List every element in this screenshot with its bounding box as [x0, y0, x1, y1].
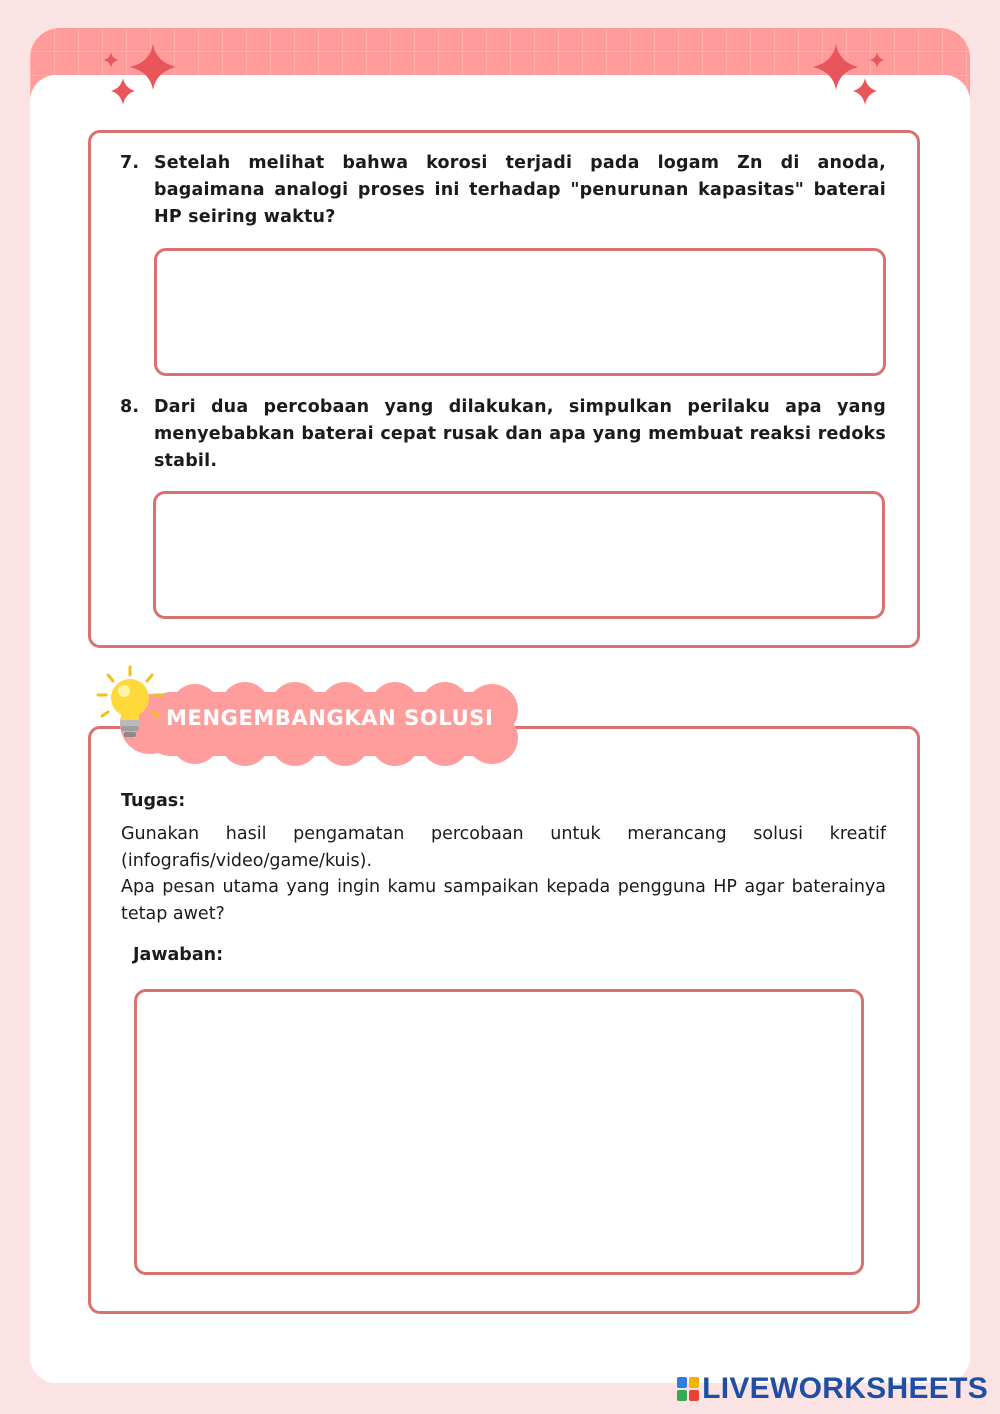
- task-text-2: Apa pesan utama yang ingin kamu sampaikan kepada pengguna HP agar baterainya tetap awet?: [121, 877, 886, 924]
- answer-box-8[interactable]: [153, 491, 885, 619]
- question-text: Setelah melihat bahwa korosi terjadi pada logam Zn di anoda, bagaimana analogi proses ini terhadap "penurunan kapasitas" baterai HP seiring waktu?: [154, 153, 886, 227]
- sparkle-icon: [808, 40, 898, 110]
- question-number: 8.: [120, 397, 140, 417]
- task-label: Tugas:: [121, 791, 186, 811]
- sparkle-icon: [100, 40, 190, 110]
- task-text-1: Gunakan hasil pengamatan percobaan untuk merancang solusi kreatif (infografis/video/game/kuis).: [121, 824, 886, 871]
- question-text: Dari dua percobaan yang dilakukan, simpulkan perilaku apa yang menyebabkan baterai cepat rusak dan apa yang membuat reaksi redoks stabil.: [154, 397, 886, 471]
- section-title: MENGEMBANGKAN SOLUSI: [166, 706, 494, 730]
- solution-answer-box[interactable]: [134, 989, 864, 1275]
- liveworksheets-logo-icon: [677, 1377, 699, 1401]
- lightbulb-icon: [94, 664, 166, 746]
- answer-box-7[interactable]: [154, 248, 886, 376]
- brand-name: LIVEWORKSHEETS: [702, 1372, 988, 1405]
- brand-footer: [677, 1372, 988, 1406]
- question-number: 7.: [120, 153, 140, 173]
- answer-label: Jawaban:: [133, 945, 224, 965]
